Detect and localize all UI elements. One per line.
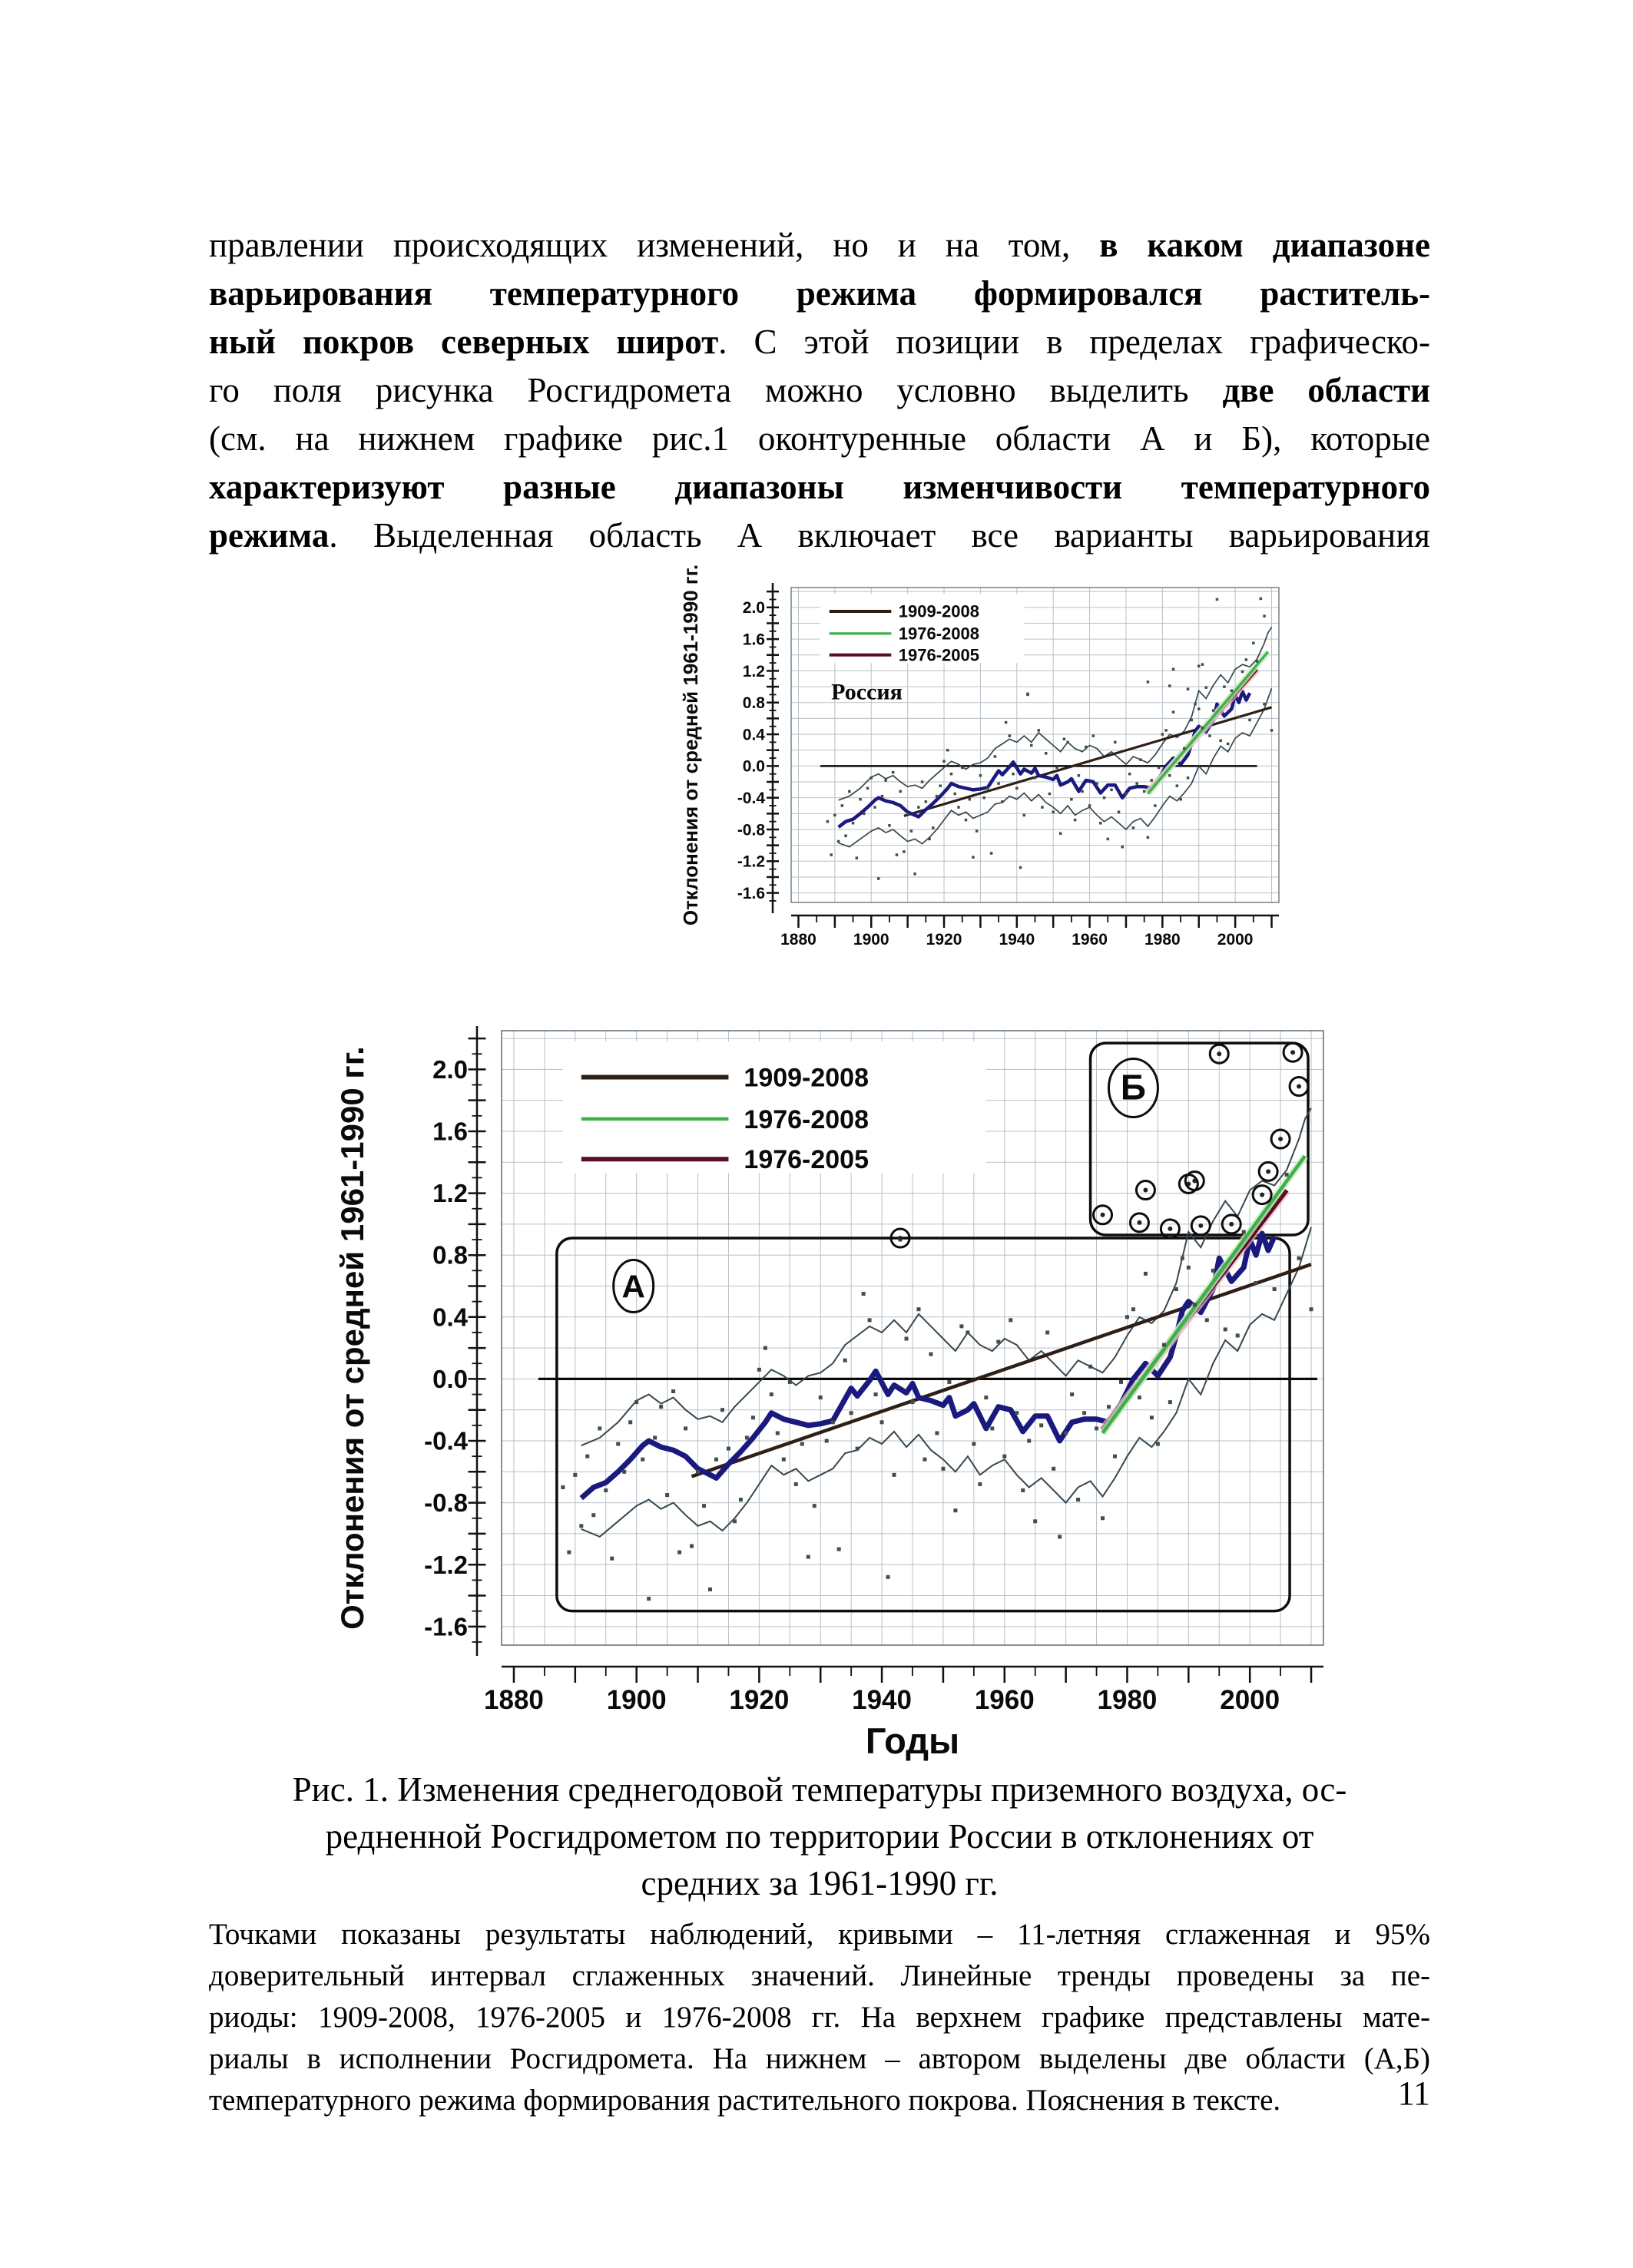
text-run: . С этой позиции в пределах графическо- bbox=[718, 323, 1430, 361]
paragraph-line bbox=[209, 463, 1430, 512]
y-tick-label: 2.0 bbox=[432, 1055, 468, 1084]
y-tick-label: -0.4 bbox=[737, 790, 765, 808]
note-line: Точками показаны результаты наблюдений, кривыми – 11-летняя сглаженная и 95% bbox=[209, 1918, 1430, 1951]
y-tick-label: -0.8 bbox=[424, 1488, 468, 1518]
country-label: Россия bbox=[831, 679, 903, 705]
note-line: риалы в исполнении Росгидромета. На нижнем – автором выделены две области (А,Б) bbox=[209, 2042, 1430, 2075]
x-tick-label: 1980 bbox=[1144, 931, 1181, 949]
page-number: 11 bbox=[1397, 2074, 1430, 2112]
bold-text-run: ный покров северных широт bbox=[209, 323, 719, 361]
trend-1976-2008 bbox=[1103, 1156, 1306, 1433]
trend-1909-2008 bbox=[904, 707, 1272, 816]
x-tick-label: 2000 bbox=[1220, 1685, 1280, 1715]
region-a-label: А bbox=[621, 1268, 645, 1305]
legend-label: 1976-2008 bbox=[898, 624, 980, 644]
x-tick-label: 1940 bbox=[999, 931, 1035, 949]
bold-text-run: режима bbox=[209, 516, 330, 555]
caption-line: Рис. 1. Изменения среднегодовой температуры приземного воздуха, ос- bbox=[292, 1770, 1347, 1809]
figure-caption bbox=[209, 1766, 1430, 1907]
trend-1909-2008 bbox=[692, 1264, 1312, 1476]
y-tick-label: -1.6 bbox=[424, 1612, 468, 1641]
bold-text-run: характеризуют разные диапазоны изменчивости температурного bbox=[209, 468, 1430, 506]
y-tick-label: -0.4 bbox=[424, 1426, 468, 1455]
y-tick-label: 0.4 bbox=[742, 726, 765, 744]
x-tick-label: 1880 bbox=[484, 1685, 544, 1715]
x-tick-label: 1960 bbox=[1072, 931, 1108, 949]
legend-label: 1909-2008 bbox=[898, 601, 980, 621]
bottom-chart bbox=[319, 991, 1348, 1763]
x-tick-label: 1980 bbox=[1097, 1685, 1158, 1715]
x-tick-label: 1920 bbox=[729, 1685, 790, 1715]
y-axis-title: Отклонения от средней 1961-1990 гг. bbox=[334, 1046, 370, 1630]
y-tick-label: -1.2 bbox=[424, 1550, 468, 1579]
smoothed-curve bbox=[581, 1233, 1274, 1498]
caption-line: редненной Росгидрометом по территории России в отклонениях от bbox=[325, 1817, 1314, 1856]
paragraph-line bbox=[209, 366, 1430, 415]
region-b-label: Б bbox=[1120, 1067, 1146, 1108]
figure-top-chart bbox=[676, 561, 1298, 979]
smoothed-curve bbox=[839, 691, 1250, 827]
paragraph-line bbox=[209, 221, 1430, 270]
top-chart bbox=[676, 561, 1298, 979]
x-axis-title: Годы bbox=[865, 1720, 960, 1761]
y-tick-label: 0.4 bbox=[432, 1303, 468, 1332]
y-tick-label: -0.8 bbox=[737, 821, 765, 839]
bold-text-run: в каком диапазоне bbox=[1099, 226, 1430, 264]
paragraph-line bbox=[209, 512, 1430, 560]
ci-lower-curve bbox=[839, 688, 1272, 846]
region-a-outline bbox=[557, 1238, 1290, 1611]
body-paragraph bbox=[209, 221, 1430, 560]
paragraph-line bbox=[209, 270, 1430, 318]
legend-label: 1976-2008 bbox=[744, 1104, 869, 1134]
y-tick-label: 1.6 bbox=[432, 1117, 468, 1146]
x-tick-label: 1900 bbox=[853, 931, 889, 949]
y-tick-label: -1.2 bbox=[737, 853, 765, 871]
ci-lower-curve bbox=[581, 1227, 1311, 1537]
y-tick-label: -1.6 bbox=[737, 884, 765, 902]
legend-label: 1909-2008 bbox=[744, 1063, 869, 1093]
y-tick-label: 0.8 bbox=[742, 694, 765, 713]
text-run: правлении происходящих изменений, но и на том, bbox=[209, 226, 1100, 264]
x-tick-label: 1880 bbox=[780, 931, 816, 949]
x-tick-label: 2000 bbox=[1217, 931, 1254, 949]
x-tick-label: 1900 bbox=[606, 1685, 667, 1715]
y-tick-label: 1.6 bbox=[742, 631, 765, 649]
note-line: риоды: 1909-2008, 1976-2005 и 1976-2008 гг. На верхнем графике представлены мате- bbox=[209, 2001, 1430, 2034]
y-tick-label: 1.2 bbox=[742, 662, 765, 680]
note-line: температурного режима формирования растительного покрова. Пояснения в тексте. bbox=[209, 2084, 1281, 2117]
text-run: . Выделенная область А включает все варианты варьирования bbox=[329, 516, 1430, 555]
trend-1976-2008 bbox=[1148, 652, 1267, 794]
y-tick-label: 2.0 bbox=[742, 599, 765, 617]
x-tick-label: 1960 bbox=[974, 1685, 1035, 1715]
bold-text-run: две области bbox=[1222, 371, 1431, 409]
x-tick-label: 1940 bbox=[852, 1685, 913, 1715]
y-tick-label: 0.0 bbox=[742, 757, 765, 776]
paragraph-line bbox=[209, 415, 1430, 463]
y-axis-title: Отклонения от средней 1961-1990 гг. bbox=[679, 564, 702, 926]
y-tick-label: 0.8 bbox=[432, 1240, 468, 1270]
y-tick-label: 0.0 bbox=[432, 1364, 468, 1393]
legend-label: 1976-2005 bbox=[744, 1145, 869, 1175]
figure-bottom-chart bbox=[319, 991, 1348, 1763]
bold-text-run: варьирования температурного режима формировался раститель- bbox=[209, 274, 1430, 313]
y-tick-label: 1.2 bbox=[432, 1179, 468, 1208]
legend-label: 1976-2005 bbox=[898, 645, 980, 665]
paragraph-line bbox=[209, 318, 1430, 366]
text-run: (см. на нижнем графике рис.1 оконтуренные области А и Б), которые bbox=[209, 419, 1430, 458]
caption-line: средних за 1961-1990 гг. bbox=[641, 1864, 999, 1902]
text-run: го поля рисунка Росгидромета можно условно выделить bbox=[209, 371, 1223, 409]
note-line: доверительный интервал сглаженных значений. Линейные тренды проведены за пе- bbox=[209, 1959, 1430, 1992]
x-tick-label: 1920 bbox=[926, 931, 962, 949]
